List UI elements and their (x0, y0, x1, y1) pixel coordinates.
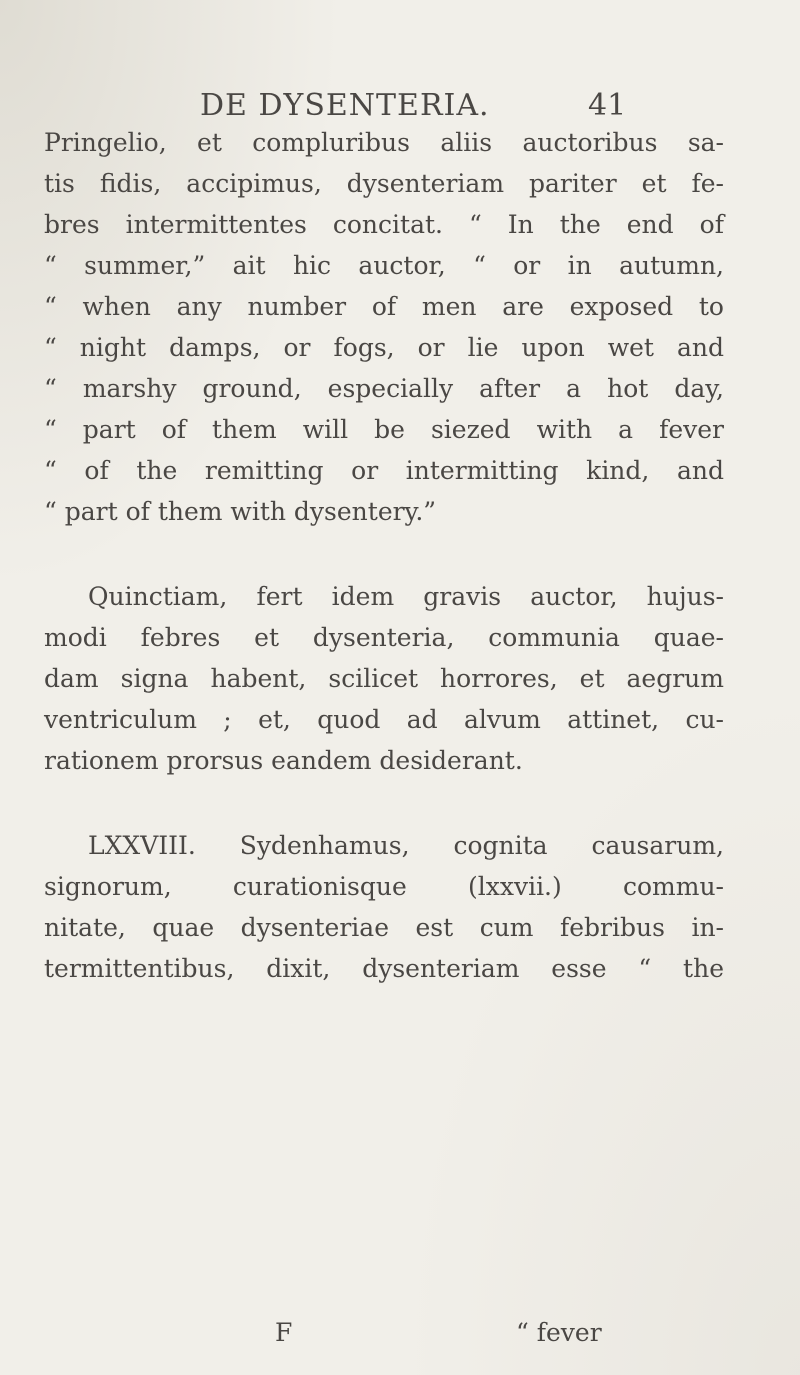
signature-mark: F (275, 1318, 293, 1347)
text-line: LXXVIII. Sydenhamus, cognita causarum, (88, 831, 724, 860)
text-line: bres intermittentes concitat. “ In the end of (44, 210, 724, 239)
catchword: “ fever (516, 1318, 602, 1347)
page-footer (0, 1318, 800, 1358)
text-line: Quinctiam, fert idem gravis auctor, hujus- (88, 582, 724, 611)
paragraph-gap (44, 532, 724, 576)
body-text (44, 122, 724, 989)
running-title: DE DYSENTERIA. (200, 88, 490, 123)
text-line: dam signa habent, scilicet horrores, et aegrum (44, 664, 724, 693)
text-line: termittentibus, dixit, dysenteriam esse “ the (44, 954, 724, 983)
paragraph-gap (44, 781, 724, 825)
text-line: nitate, quae dysenteriae est cum febribus in- (44, 913, 724, 942)
text-line: rationem prorsus eandem desiderant. (44, 746, 523, 775)
text-line: “ night damps, or fogs, or lie upon wet and (44, 333, 724, 362)
text-line: modi febres et dysenteria, communia quae- (44, 623, 724, 652)
text-line: “ summer,” ait hic auctor, “ or in autumn, (44, 251, 724, 280)
text-line: Pringelio, et compluribus aliis auctoribus sa- (44, 128, 724, 157)
text-line: “ marshy ground, especially after a hot day, (44, 374, 724, 403)
page-number: 41 (588, 88, 627, 123)
text-line: “ of the remitting or intermitting kind, and (44, 456, 724, 485)
text-line: “ part of them will be siezed with a fever (44, 415, 724, 444)
text-line: “ when any number of men are exposed to (44, 292, 724, 321)
text-line: signorum, curationisque (lxxvii.) commu- (44, 872, 724, 901)
text-line: “ part of them with dysentery.” (44, 497, 437, 526)
text-line: ventriculum ; et, quod ad alvum attinet, cu- (44, 705, 724, 734)
text-line: tis fidis, accipimus, dysenteriam pariter et fe- (44, 169, 724, 198)
